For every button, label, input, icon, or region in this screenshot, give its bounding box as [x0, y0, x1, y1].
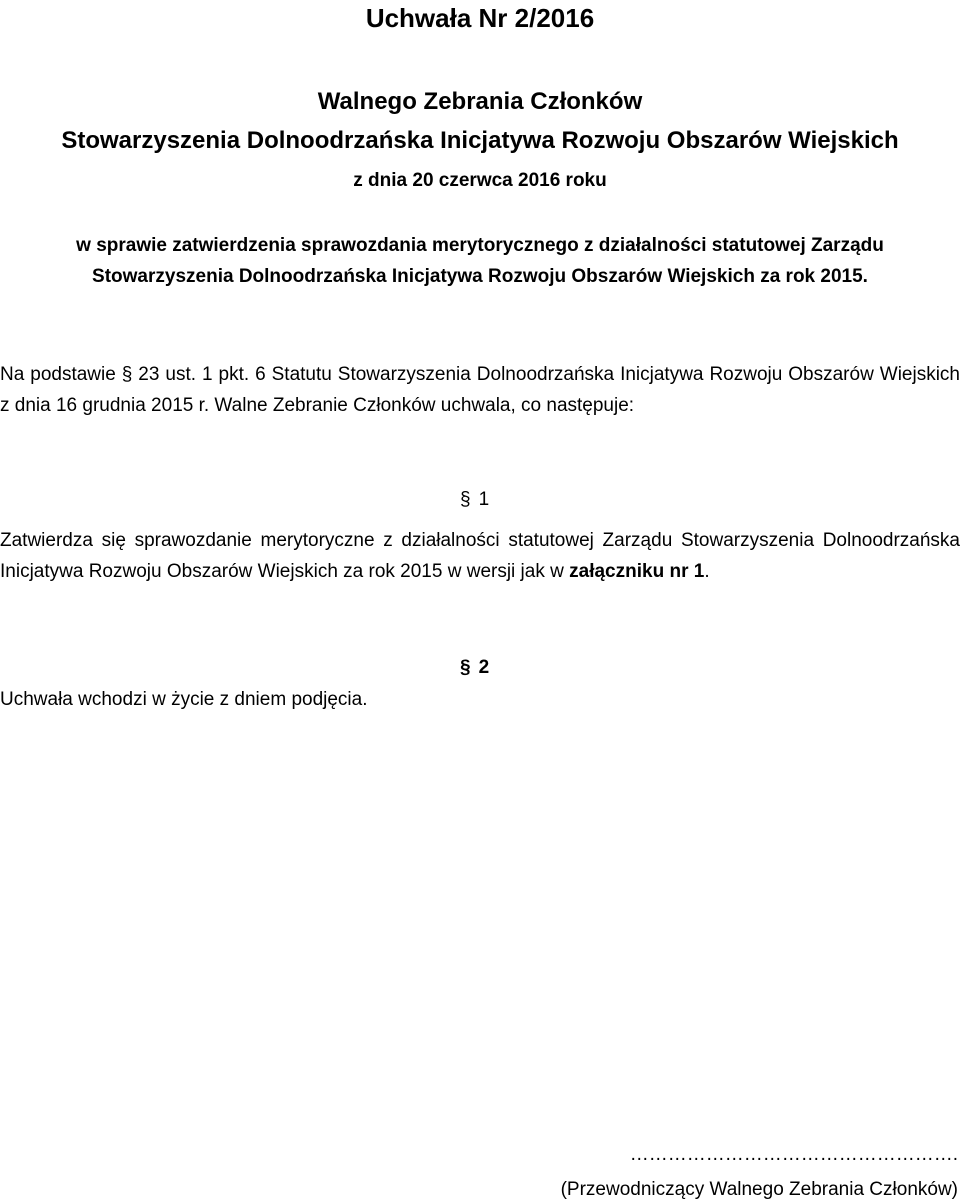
- attachment-reference: załączniku nr 1: [569, 561, 705, 582]
- section-2-heading: [460, 654, 489, 682]
- section-1-heading: [460, 486, 489, 514]
- section-1-text-end: .: [704, 561, 710, 582]
- section-1-text-main: Zatwierdza się sprawozdanie merytoryczne z działalności statutowej Zarządu Stowarzyszenia Dolnoodrzańska Inicjatywa Rozwoju Obszarów Wiejskich za rok 2015 w wersji jak w: [0, 530, 960, 582]
- signature-label: (Przewodniczący Walnego Zebrania Członków): [560, 1179, 958, 1200]
- legal-basis-paragraph: Na podstawie § 23 ust. 1 pkt. 6 Statutu Stowarzyszenia Dolnoodrzańska Inicjatywa Rozwoju Obszarów Wiejskich z dnia 16 grudnia 2015 r. Walne Zebranie Członków uchwala, co następuje:: [0, 364, 960, 416]
- issuing-body: Walnego Zebrania Członków: [317, 88, 643, 115]
- signature-line: …………………………………………….: [629, 1144, 958, 1165]
- subject-line-1: w sprawie zatwierdzenia sprawozdania merytorycznego z działalności statutowej Zarządu: [76, 235, 884, 256]
- section-number: 1: [478, 489, 490, 510]
- document-title: Uchwała Nr 2/2016: [365, 3, 595, 33]
- section-symbol: §: [460, 489, 471, 510]
- section-symbol: §: [460, 657, 471, 678]
- resolution-subject: [0, 230, 960, 292]
- section-2-text: Uchwała wchodzi w życie z dniem podjęcia.: [0, 689, 368, 710]
- resolution-date: z dnia 20 czerwca 2016 roku: [353, 170, 607, 191]
- association-name: Stowarzyszenia Dolnoodrzańska Inicjatywa Rozwoju Obszarów Wiejskich: [61, 127, 899, 154]
- subject-line-2: Stowarzyszenia Dolnoodrzańska Inicjatywa Rozwoju Obszarów Wiejskich za rok 2015.: [92, 266, 868, 287]
- section-1-text: [0, 525, 960, 587]
- section-number: 2: [478, 657, 490, 678]
